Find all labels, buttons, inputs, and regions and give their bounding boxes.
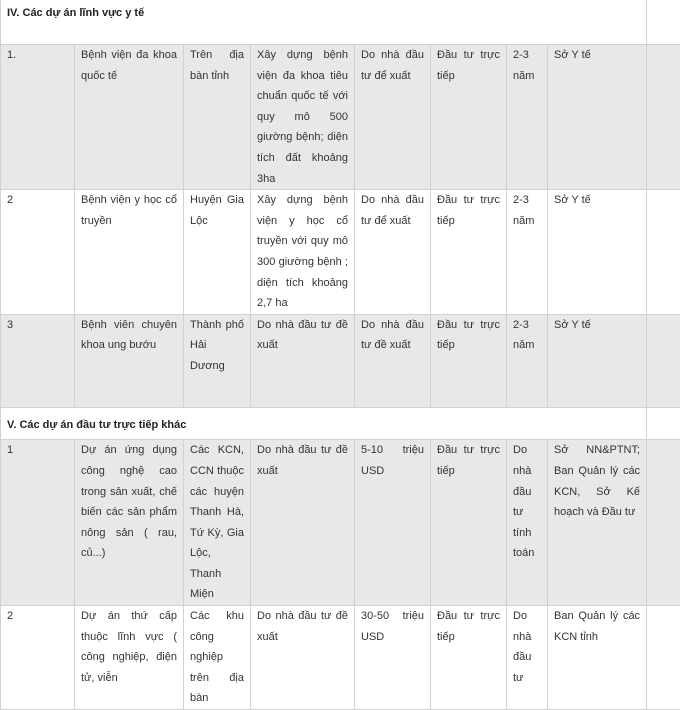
project-form: Đầu tư trực tiếp [431,314,507,407]
table-row [1,314,680,407]
project-location: Các khu công nghiệp trên địa bàn [184,606,251,710]
empty-cell [647,45,680,190]
project-capital: Do nhà đầu tư đề xuất [355,314,431,407]
project-name: Bệnh viên chuyên khoa ung bướu [75,314,184,407]
section-header-other [1,407,680,440]
table-row [1,190,680,315]
project-agency: Sở NN&PTNT; Ban Quản lý các KCN, Sở Kế hoạch và Đầu tư [548,440,647,606]
table-row [1,45,680,190]
project-duration: 2-3 năm [507,314,548,407]
table-row [1,440,680,606]
project-scale: Do nhà đầu tư đề xuất [251,440,355,606]
project-form: Đầu tư trực tiếp [431,190,507,315]
project-location: Trên địa bàn tỉnh [184,45,251,190]
project-duration: Do nhà đầu tư [507,606,548,710]
project-agency: Sở Y tế [548,314,647,407]
project-duration: 2-3 năm [507,190,548,315]
row-index: 2 [1,190,75,315]
empty-cell [647,440,680,606]
empty-cell [647,0,680,45]
row-index: 3 [1,314,75,407]
row-index: 1 [1,440,75,606]
project-capital: 30-50 triệu USD [355,606,431,710]
section-header-health [1,0,680,45]
project-agency: Sở Y tế [548,190,647,315]
project-scale: Xây dựng bệnh viện y học cổ truyền với quy mô 300 giường bệnh ; diện tích khoảng 2,7 ha [251,190,355,315]
project-agency: Sở Y tế [548,45,647,190]
project-name: Bệnh viện y học cổ truyền [75,190,184,315]
project-location: Các KCN, CCN thuộc các huyện Thanh Hà, Tứ Kỳ, Gia Lộc, Thanh Miện [184,440,251,606]
empty-cell [647,314,680,407]
project-scale: Do nhà đầu tư đề xuất [251,314,355,407]
project-capital: Do nhà đầu tư để xuất [355,45,431,190]
project-agency: Ban Quản lý các KCN tỉnh [548,606,647,710]
project-name: Dự án thứ cấp thuộc lĩnh vực ( công nghiệp, điện tử, viễn [75,606,184,710]
project-form: Đầu tư trực tiếp [431,440,507,606]
empty-cell [647,407,680,440]
row-index: 2 [1,606,75,710]
project-scale: Do nhà đầu tư đề xuất [251,606,355,710]
project-form: Đầu tư trực tiếp [431,606,507,710]
empty-cell [647,606,680,710]
project-location: Thành phố Hải Dương [184,314,251,407]
section-title: V. Các dự án đầu tư trực tiếp khác [1,407,647,440]
project-duration: 2-3 năm [507,45,548,190]
table-row [1,606,680,710]
project-location: Huyện Gia Lộc [184,190,251,315]
project-capital: 5-10 triệu USD [355,440,431,606]
project-form: Đầu tư trực tiếp [431,45,507,190]
section-title: IV. Các dự án lĩnh vực y tế [1,0,647,45]
project-name: Bệnh viện đa khoa quốc tế [75,45,184,190]
row-index: 1. [1,45,75,190]
project-capital: Do nhà đầu tư để xuất [355,190,431,315]
empty-cell [647,190,680,315]
project-name: Dự án ứng dụng công nghệ cao trong sản xuất, chế biến các sản phẩm nông sản ( rau, củ...) [75,440,184,606]
project-scale: Xây dựng bệnh viện đa khoa tiêu chuẩn quốc tế với quy mô 500 giường bệnh; diện tích đất khoảng 3ha [251,45,355,190]
project-duration: Do nhà đầu tư tính toán [507,440,548,606]
